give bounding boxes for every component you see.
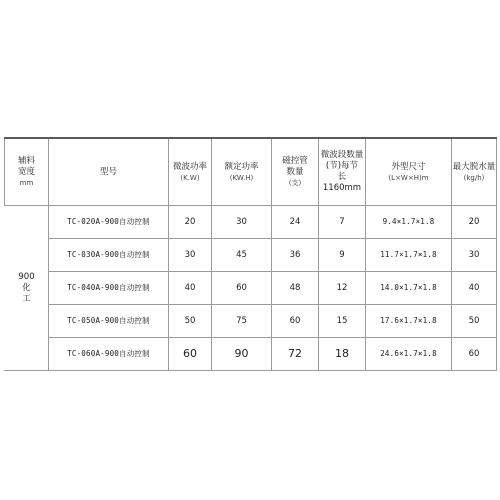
header-dimensions: 外型尺寸 (L×W×H)m (366, 138, 452, 206)
dehydration-cell: 20 (452, 206, 497, 239)
dimensions-cell: 9.4×1.7×1.8 (366, 206, 452, 239)
model-cell: TC-050A-900自动控制 (49, 305, 169, 338)
table-row (5, 239, 497, 272)
magnetron-cell: 72 (272, 338, 319, 371)
power-cell: 30 (169, 239, 212, 272)
rated-cell: 45 (212, 239, 272, 272)
header-max-dehydration: 最大脱水量 (kg/h) (452, 138, 497, 206)
sections-cell: 9 (319, 239, 366, 272)
magnetron-cell: 48 (272, 272, 319, 305)
table-row (5, 338, 497, 371)
table-row (5, 272, 497, 305)
power-cell: 60 (169, 338, 212, 371)
magnetron-cell: 60 (272, 305, 319, 338)
rated-cell: 90 (212, 338, 272, 371)
sections-cell: 7 (319, 206, 366, 239)
magnetron-cell: 24 (272, 206, 319, 239)
model-cell: TC-040A-900自动控制 (49, 272, 169, 305)
dehydration-cell: 40 (452, 272, 497, 305)
dehydration-cell: 60 (452, 338, 497, 371)
sections-cell: 18 (319, 338, 366, 371)
header-row (5, 138, 497, 206)
power-cell: 20 (169, 206, 212, 239)
dimensions-cell: 11.7×1.7×1.8 (366, 239, 452, 272)
header-model: 型号 (49, 138, 169, 206)
dimensions-cell: 24.6×1.7×1.8 (366, 338, 452, 371)
model-cell: TC-020A-900自动控制 (49, 206, 169, 239)
header-rated-power: 额定功率 (KW.H) (212, 138, 272, 206)
table-row (5, 206, 497, 239)
dehydration-cell: 50 (452, 305, 497, 338)
header-section-count: 微波段数量 (节)每节 长1160mm (319, 138, 366, 206)
power-cell: 50 (169, 305, 212, 338)
power-cell: 40 (169, 272, 212, 305)
magnetron-cell: 36 (272, 239, 319, 272)
dehydration-cell: 30 (452, 239, 497, 272)
model-cell: TC-030A-900自动控制 (49, 239, 169, 272)
spec-table (4, 137, 497, 371)
model-cell: TC-060A-900自动控制 (49, 338, 169, 371)
width-group-cell: 900 化 工 (5, 206, 49, 371)
header-width: 辅料 宽度 mm (5, 138, 49, 206)
rated-cell: 60 (212, 272, 272, 305)
rated-cell: 30 (212, 206, 272, 239)
header-magnetron-count: 磁控管 数量 (支) (272, 138, 319, 206)
rated-cell: 75 (212, 305, 272, 338)
header-microwave-power: 微波功率 (K.W) (169, 138, 212, 206)
sections-cell: 15 (319, 305, 366, 338)
sections-cell: 12 (319, 272, 366, 305)
dimensions-cell: 14.0×1.7×1.8 (366, 272, 452, 305)
table-row (5, 305, 497, 338)
dimensions-cell: 17.6×1.7×1.8 (366, 305, 452, 338)
